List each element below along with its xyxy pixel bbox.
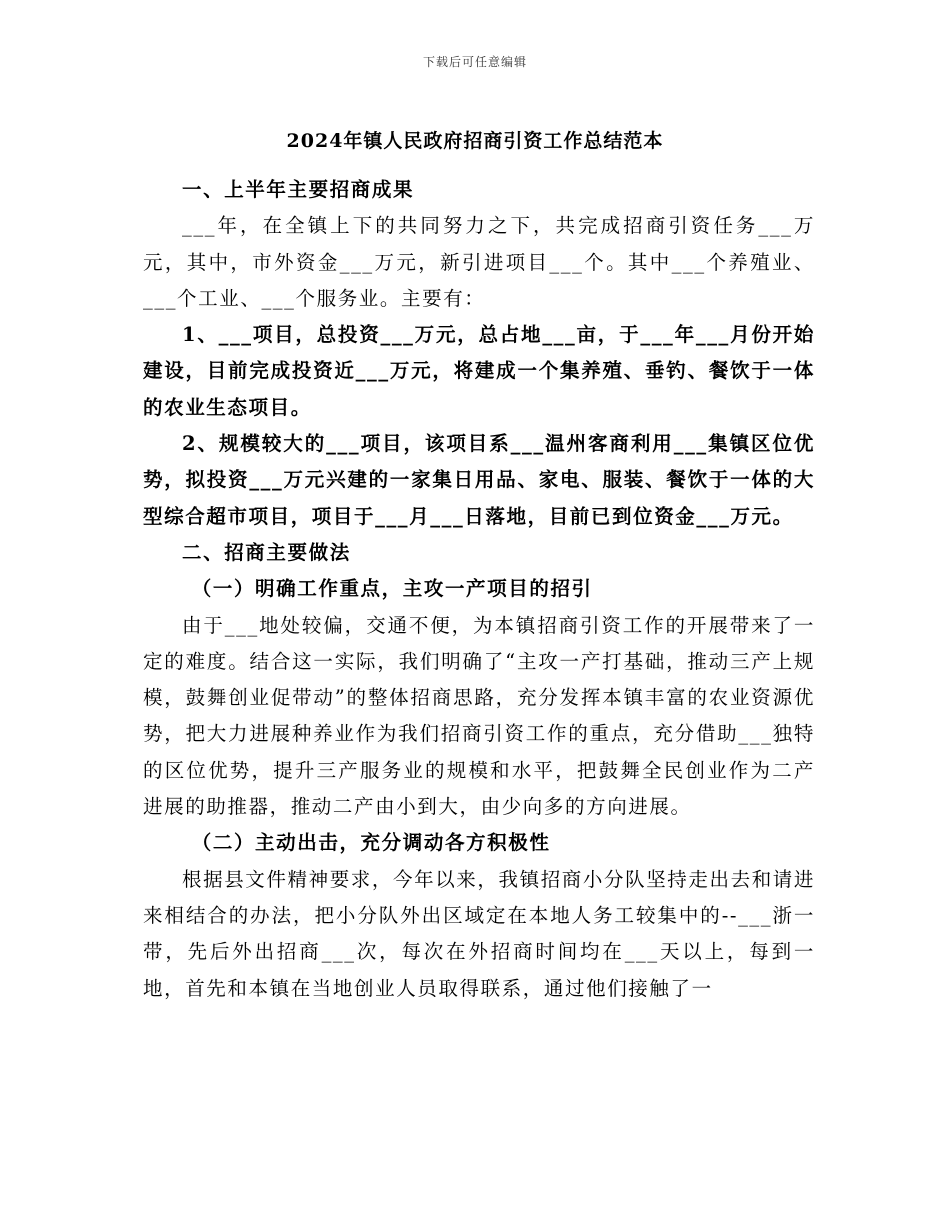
document-title: 2024年镇人民政府招商引资工作总结范本: [286, 130, 664, 152]
paragraph-focus: 由于___地处较偏，交通不便，为本镇招商引资工作的开展带来了一定的难度。结合这一实际，我们明确了“主攻一产打基础，推动三产上规模，鼓舞创业促带动”的整体招商思路，充分发挥本镇丰富的农业资源优势，把大力进展种养业作为我们招商引资工作的重点，充分借助___独特的区位优势，提升三产服务业的规模和水平，把鼓舞全民创业作为二产进展的助推器，推动二产由小到大，由少向多的方向进展。: [143, 613, 815, 819]
section-heading-1: 一、上半年主要招商成果: [182, 178, 415, 201]
header-note: 下载后可任意编辑: [422, 55, 527, 69]
paragraph-results-summary: ___年，在全镇上下的共同努力之下，共完成招商引资任务___万元，其中，市外资金___万元，新引进项目___个。其中___个养殖业、___个工业、___个服务业。主要有：: [143, 214, 815, 310]
section-heading-2: 二、招商主要做法: [182, 540, 351, 564]
paragraph-project-2: 2、规模较大的___项目，该项目系___温州客商利用___集镇区位优势，拟投资___万元兴建的一家集日用品、家电、服装、餐饮于一体的大型综合超市项目，项目于___月___日落地，目前已到位资金___万元。: [143, 432, 815, 528]
subheading-1: （一）明确工作重点，主攻一产项目的招引: [191, 577, 593, 601]
document-body: [143, 172, 815, 1007]
paragraph-outreach: 根据县文件精神要求，今年以来，我镇招商小分队坚持走出去和请进来相结合的办法，把小分队外出区域定在本地人务工较集中的--___浙一带，先后外出招商___次，每次在外招商时间均在___天以上，每到一地，首先和本镇在当地创业人员取得联系，通过他们接触了一: [143, 867, 816, 1000]
subheading-2: （二）主动出击，充分调动各方积极性: [191, 831, 551, 855]
paragraph-project-1: 1、___项目，总投资___万元，总占地___亩，于___年___月份开始建设，目前完成投资近___万元，将建成一个集养殖、垂钓、餐饮于一体的农业生态项目。: [143, 323, 815, 419]
